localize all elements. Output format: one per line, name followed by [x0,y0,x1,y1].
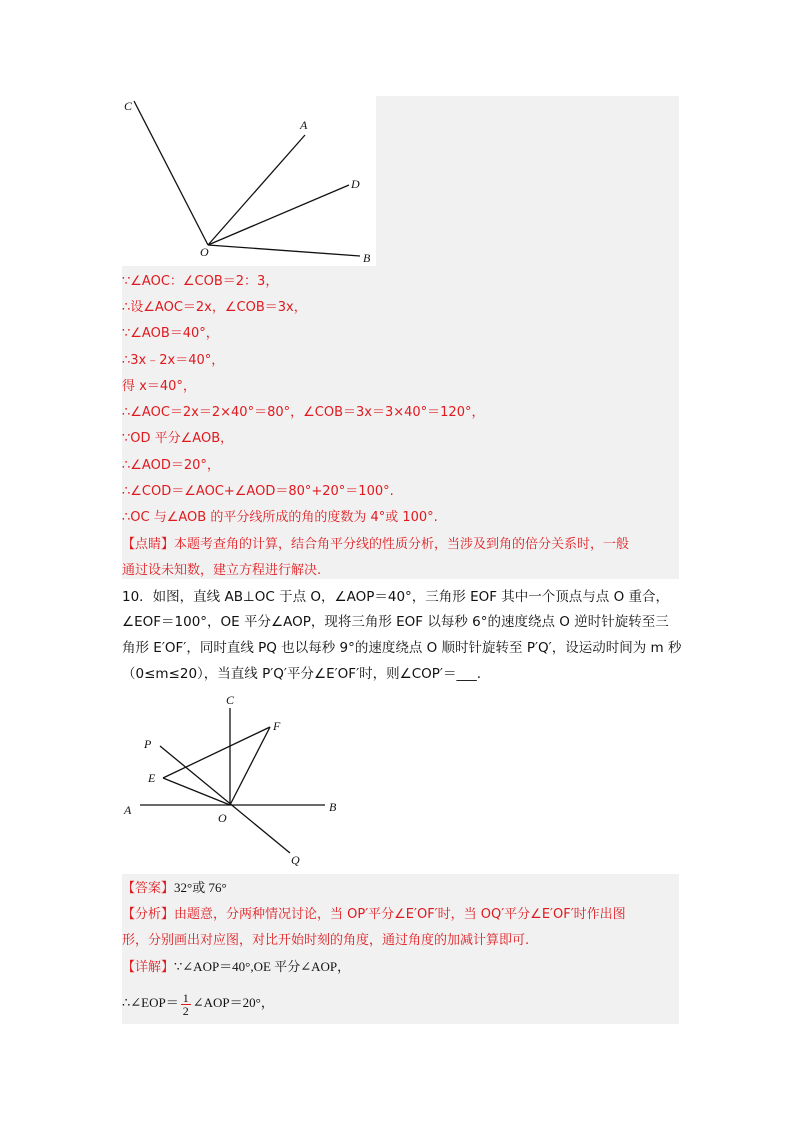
final-prefix: ∴∠EOP＝ [122,995,179,1010]
line-pq [160,746,290,853]
label-f: F [273,719,281,733]
solution-line-7: ∵OD 平分∠AOB， [122,431,234,446]
figure-1-canvas [122,96,376,266]
solution-line-10: ∴OC 与∠AOB 的平分线所成的角的度数为 4°或 100°. [122,510,438,525]
answer-tag: 【答案】 [122,881,175,896]
analysis-line-2: 形，分别画出对应图，对比开始时刻的角度，通过角度的加减计算即可. [122,933,530,948]
label-a: A [300,118,308,132]
label-o-2: O [218,811,227,825]
note-line-1: 【点睛】本题考查角的计算，结合角平分线的性质分析，当涉及到角的倍分关系时，一般 [122,537,630,552]
fraction-denominator: 2 [182,1003,189,1018]
label-b-2: B [329,800,337,814]
figure-1-angles [122,96,376,266]
solution-line-9: ∴∠COD＝∠AOC+∠AOD＝80°+20°＝100°. [122,484,394,499]
side-ef [163,727,270,778]
fraction-numerator: 1 [182,990,189,1005]
label-b: B [363,251,371,265]
answer-value: 32°或 76° [174,880,227,895]
solution-line-2: ∴设∠AOC＝2x，∠COB＝3x， [122,300,307,315]
note-line-2: 通过设未知数，建立方程进行解决. [122,563,322,578]
label-a-2: A [124,803,132,817]
solution-line-5: 得 x＝40°， [122,379,196,394]
label-d: D [351,177,360,191]
answer-blank: ___. [456,666,482,682]
label-c: C [124,99,133,113]
solution-line-6: ∴∠AOC＝2x＝2×40°＝80°，∠COB＝3x＝3×40°＝120°， [122,405,485,420]
detail-text: ∵∠AOP＝40°,OE 平分∠AOP， [174,959,351,974]
label-c-2: C [226,693,235,707]
solution-line-3: ∵∠AOB＝40°， [122,326,219,341]
analysis-line-1: 【分析】由题意，分两种情况讨论，当 OP′平分∠E′OF′时，当 OQ′平分∠E′OF′时作出图 [122,907,626,922]
ray-ob [208,245,360,256]
final-suffix: ∠AOP＝20°， [192,995,274,1010]
label-e: E [148,771,156,785]
label-q: Q [291,853,300,867]
half-fraction [181,992,191,1017]
label-o: O [200,245,209,259]
side-of [230,727,270,805]
detail-tag: 【详解】 [122,960,175,975]
solution-line-4: ∴3x﹣2x＝40°， [122,353,225,368]
final-line [122,990,274,1017]
side-oe [163,778,230,805]
ray-oc [134,101,208,245]
solution-line-1: ∵∠AOC：∠COB＝2：3， [122,274,279,289]
figure-2-diagram [118,688,348,870]
ray-oa [208,135,305,245]
answer-line [122,880,227,897]
question-10-line-3: 角形 E′OF′，同时直线 PQ 也以每秒 9°的速度绕点 O 顺时针旋转至 P′Q′，设运动时间为 m 秒 [122,640,682,656]
question-10-line-1: 10．如图，直线 AB⊥OC 于点 O，∠AOP＝40°，三角形 EOF 其中一个顶点与点 O 重合， [122,589,669,605]
figure-2-canvas [118,688,348,870]
solution-line-8: ∴∠AOD＝20°， [122,458,220,473]
ray-od [208,185,349,245]
detail-line [122,959,350,976]
question-10-line-2: ∠EOF＝100°，OE 平分∠AOP，现将三角形 EOF 以每秒 6°的速度绕点 O 逆时针旋转至三 [122,614,669,630]
label-p: P [144,737,152,751]
question-10-line-4-text: （0≤m≤20），当直线 P′Q′平分∠E′OF′时，则∠COP′＝ [122,666,457,682]
question-10-line-4 [122,666,481,682]
